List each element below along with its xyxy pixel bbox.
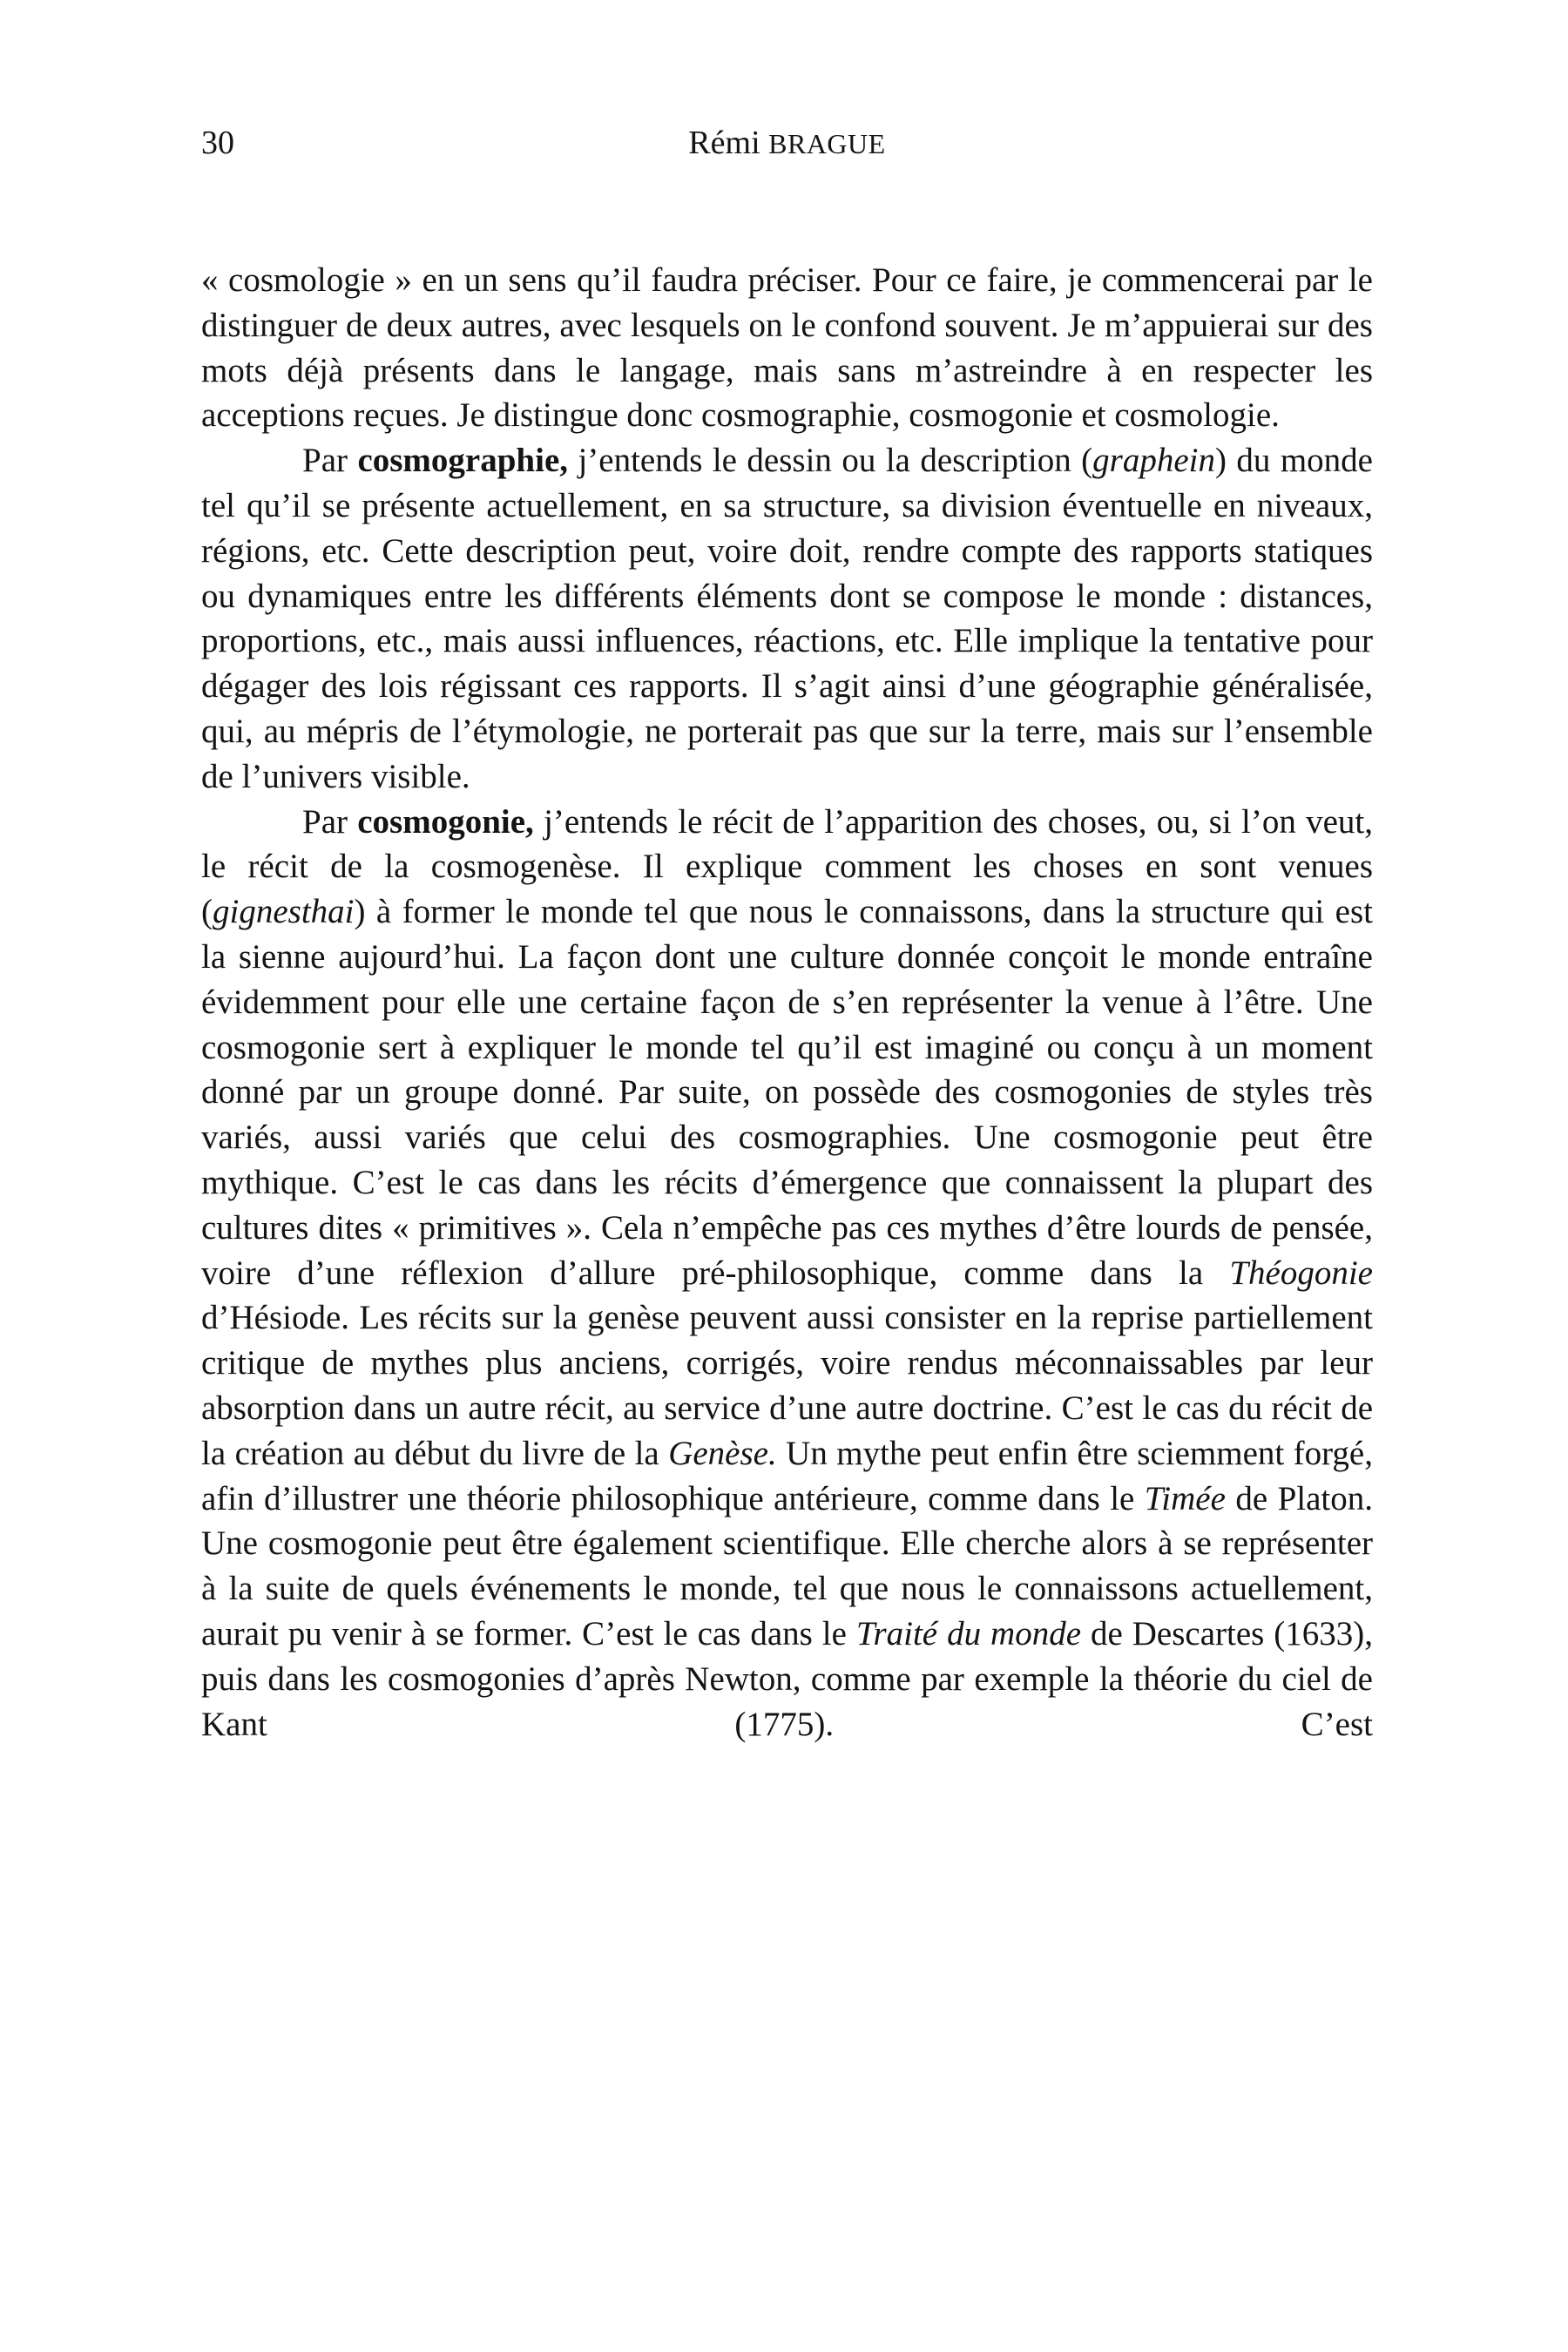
text-span: de Platon. Une cosmogonie peut être également scientifique. Elle cherche alors à se représenter à la suite de quels événements le monde, tel que nous le connaissons actuellement, aurait pu venir à se former. C’est le cas dans le: [201, 1479, 1373, 1652]
greek-term-graphein: graphein: [1092, 442, 1215, 480]
term-cosmogonie: cosmogonie,: [357, 802, 534, 841]
work-title-genese: Genèse.: [668, 1434, 777, 1472]
running-title: [201, 117, 1373, 170]
text-span: de Descartes (1633), puis dans les cosmogonies d’après Newton, comme par exemple la théorie du ciel de Kant (1775). C’est: [201, 1614, 1374, 1743]
page-number: 30: [201, 125, 234, 161]
paragraph-cosmographie: [201, 438, 1373, 799]
work-title-theogonie: Théogonie: [1229, 1254, 1373, 1292]
paragraph-cosmogonie: [201, 800, 1373, 1747]
text-span: j’entends le dessin ou la description (: [568, 442, 1093, 480]
text-span: Un mythe peut enfin être sciemment forgé, afin d’illustrer une théorie philosophique antérieure, comme dans le: [201, 1434, 1373, 1517]
text-span: Par: [302, 442, 358, 480]
text-span: j’entends le récit de l’apparition des choses, ou, si l’on veut, le récit de la cosmogenèse. Il explique comment les choses en sont venues (: [201, 802, 1373, 931]
greek-term-gignesthai: gignesthai: [213, 893, 355, 931]
text-span: d’Hésiode. Les récits sur la genèse peuvent aussi consister en la reprise partiellement critique de mythes plus anciens, corrigés, voire rendus méconnaissables par leur absorption dans un autre récit, au service d’une autre doctrine. C’est le cas du récit de la création au début du livre de la: [201, 1299, 1373, 1472]
running-header: [201, 117, 1373, 169]
text-span: Par: [302, 802, 358, 841]
text-span: ) à former le monde tel que nous le connaissons, dans la structure qui est la sienne aujourd’hui. La façon dont une culture donnée conçoit le monde entraîne évidemment pour elle une certaine façon de s’en représenter la venue à l’être. Une cosmogonie sert à expliquer le monde tel qu’il est imaginé ou conçu à un moment donné par un groupe donné. Par suite, on possède des cosmogonies de styles très variés, aussi variés que celui des cosmographies. Une cosmogonie peut être mythique. C’est le cas dans les récits d’émergence que connaissent la plupart des cultures dites « primitives ». Cela n’empêche pas ces mythes d’être lourds de pensée, voire d’une réflexion d’allure pré-philosophique, comme dans la: [201, 893, 1373, 1292]
author-first-name: Rémi: [688, 125, 760, 161]
work-title-timee: Timée: [1144, 1479, 1226, 1517]
author-last-name: BRAGUE: [768, 128, 886, 159]
term-cosmographie: cosmographie,: [357, 442, 568, 480]
paragraph-text: « cosmologie » en un sens qu’il faudra préciser. Pour ce faire, je commencerai par le distinguer de deux autres, avec lesquels on le confond souvent. Je m’appuierai sur des mots déjà présents dans le langage, mais sans m’astreindre à en respecter les acceptions reçues. Je distingue donc cosmographie, cosmogonie et cosmologie.: [201, 261, 1373, 435]
paragraph-cosmologie-intro: [201, 258, 1373, 438]
work-title-traite-du-monde: Traité du monde: [855, 1614, 1082, 1652]
body-text: [201, 258, 1373, 1747]
text-span: ) du monde tel qu’il se présente actuellement, en sa structure, sa division éventuelle en niveaux, régions, etc. Cette description peut, voire doit, rendre compte des rapports statiques ou dynamiques entre les différents éléments dont se compose le monde : distances, proportions, etc., mais aussi influences, réactions, etc. Elle implique la tentative pour dégager des lois régissant ces rapports. Il s’agit ainsi d’une géographie généralisée, qui, au mépris de l’étymologie, ne porterait pas que sur la terre, mais sur l’ensemble de l’univers visible.: [201, 442, 1373, 795]
